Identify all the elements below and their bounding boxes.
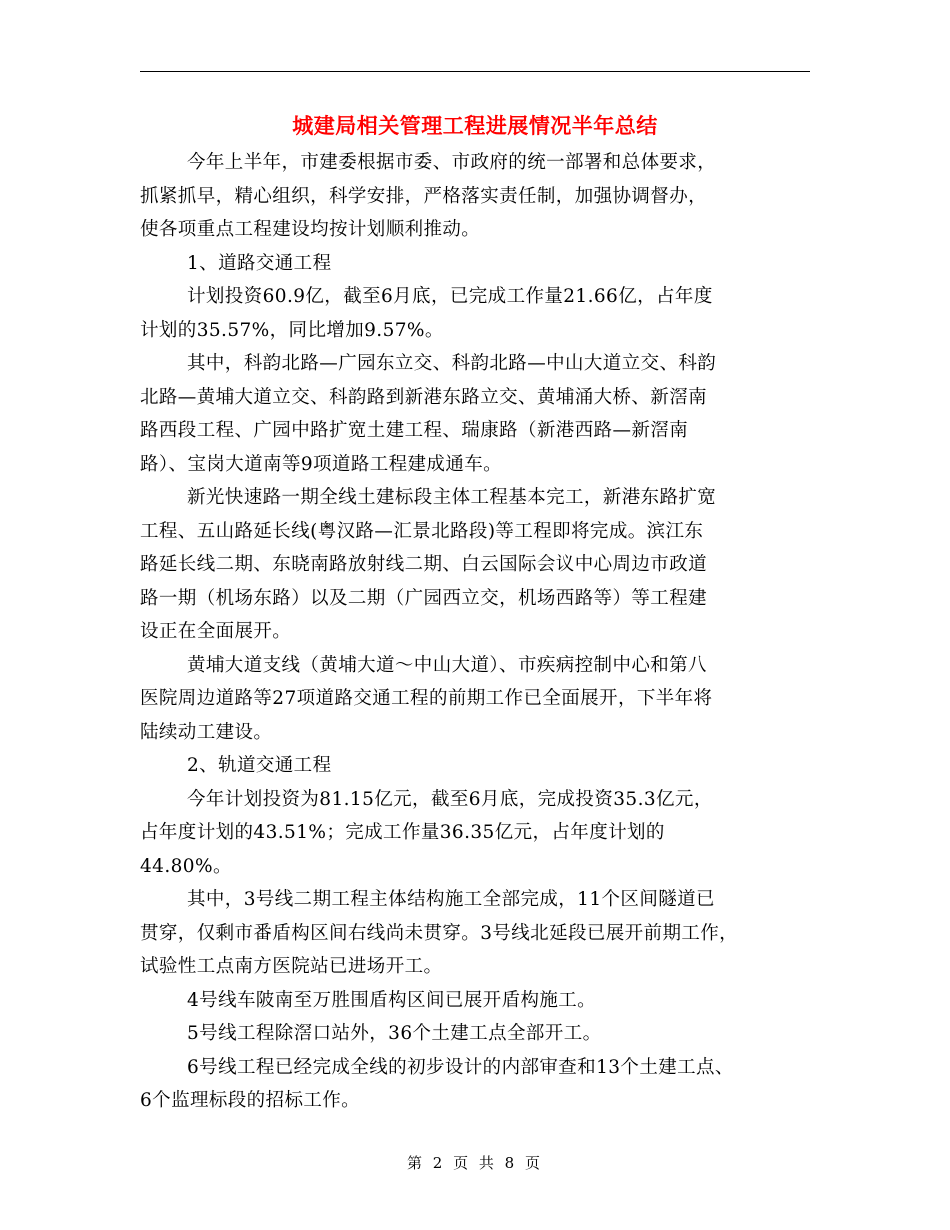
paragraph-line: 医院周边道路等27项道路交通工程的前期工作已全面展开，下半年将 bbox=[140, 688, 713, 709]
paragraph-line: 4号线车陂南至万胜围盾构区间已展开盾构施工。 bbox=[187, 989, 597, 1011]
paragraph-line: 6号线工程已经完成全线的初步设计的内部审查和13个土建工点、 bbox=[187, 1056, 734, 1078]
paragraph bbox=[140, 481, 800, 649]
paragraph bbox=[140, 749, 800, 783]
paragraph-line: 占年度计划的43.51%；完成工作量36.35亿元，占年度计划的 bbox=[140, 822, 665, 843]
paragraph-line: 贯穿，仅剩市番盾构区间右线尚未贯穿。3号线北延段已展开前期工作， bbox=[140, 922, 739, 944]
paragraph-line: 今年上半年，市建委根据市委、市政府的统一部署和总体要求， bbox=[187, 152, 717, 173]
paragraph bbox=[140, 984, 800, 1018]
paragraph-line: 试验性工点南方医院站已进场开工。 bbox=[140, 956, 443, 977]
paragraph bbox=[140, 247, 800, 281]
paragraph-line: 44.80%。 bbox=[140, 855, 232, 877]
paragraph-line: 新光快速路一期全线土建标段主体工程基本完工，新港东路扩宽 bbox=[187, 487, 717, 508]
paragraph-line: 抓紧抓早，精心组织，科学安排，严格落实责任制，加强协调督办， bbox=[140, 185, 708, 207]
paragraph-line: 设正在全面展开。 bbox=[140, 621, 292, 642]
paragraph-line: 路西段工程、广园中路扩宽土建工程、瑞康路（新港西路—新滘南 bbox=[140, 420, 689, 441]
paragraph bbox=[140, 883, 800, 984]
paragraph-line: 陆续动工建设。 bbox=[140, 721, 273, 743]
document-body bbox=[140, 146, 800, 1118]
paragraph-line: 今年计划投资为81.15亿元，截至6月底，完成投资35.3亿元， bbox=[187, 788, 713, 810]
paragraph bbox=[140, 280, 800, 347]
paragraph-line: 其中，科韵北路—广园东立交、科韵北路—中山大道立交、科韵 bbox=[187, 353, 717, 374]
paragraph bbox=[140, 1017, 800, 1051]
paragraph-line: 路延长线二期、东晓南路放射线二期、白云国际会议中心周边市政道 bbox=[140, 554, 708, 575]
page-number: 第 2 页 共 8 页 bbox=[407, 1154, 543, 1172]
paragraph bbox=[140, 347, 800, 481]
paragraph-line: 计划投资60.9亿，截至6月底，已完成工作量21.66亿，占年度 bbox=[187, 286, 713, 307]
paragraph bbox=[140, 783, 800, 884]
paragraph-line: 使各项重点工程建设均按计划顺利推动。 bbox=[140, 219, 481, 240]
paragraph bbox=[140, 649, 800, 750]
paragraph-line: 6个监理标段的招标工作。 bbox=[140, 1090, 361, 1111]
paragraph bbox=[140, 1051, 800, 1118]
paragraph-line: 路一期（机场东路）以及二期（广园西立交，机场西路等）等工程建 bbox=[140, 587, 708, 609]
paragraph-line: 计划的35.57%，同比增加9.57%。 bbox=[140, 319, 444, 341]
paragraph-line: 5号线工程除滘口站外，36个土建工点全部开工。 bbox=[187, 1023, 602, 1044]
paragraph-line: 1、道路交通工程 bbox=[187, 252, 332, 274]
document-title: 城建局相关管理工程进展情况半年总结 bbox=[292, 113, 658, 138]
paragraph-line: 2、轨道交通工程 bbox=[187, 755, 332, 776]
paragraph-line: 北路—黄埔大道立交、科韵路到新港东路立交、黄埔涌大桥、新滘南 bbox=[140, 386, 708, 408]
paragraph-line: 黄埔大道支线（黄埔大道～中山大道）、市疾病控制中心和第八 bbox=[187, 654, 707, 676]
paragraph-line: 工程、五山路延长线(粤汉路—汇景北路段)等工程即将完成。滨江东 bbox=[140, 520, 704, 542]
paragraph bbox=[140, 146, 800, 247]
header-rule bbox=[140, 71, 810, 72]
paragraph-line: 其中，3号线二期工程主体结构施工全部完成，11个区间隧道已 bbox=[187, 889, 715, 910]
paragraph-line: 路）、宝岗大道南等9项道路工程建成通车。 bbox=[140, 453, 503, 475]
